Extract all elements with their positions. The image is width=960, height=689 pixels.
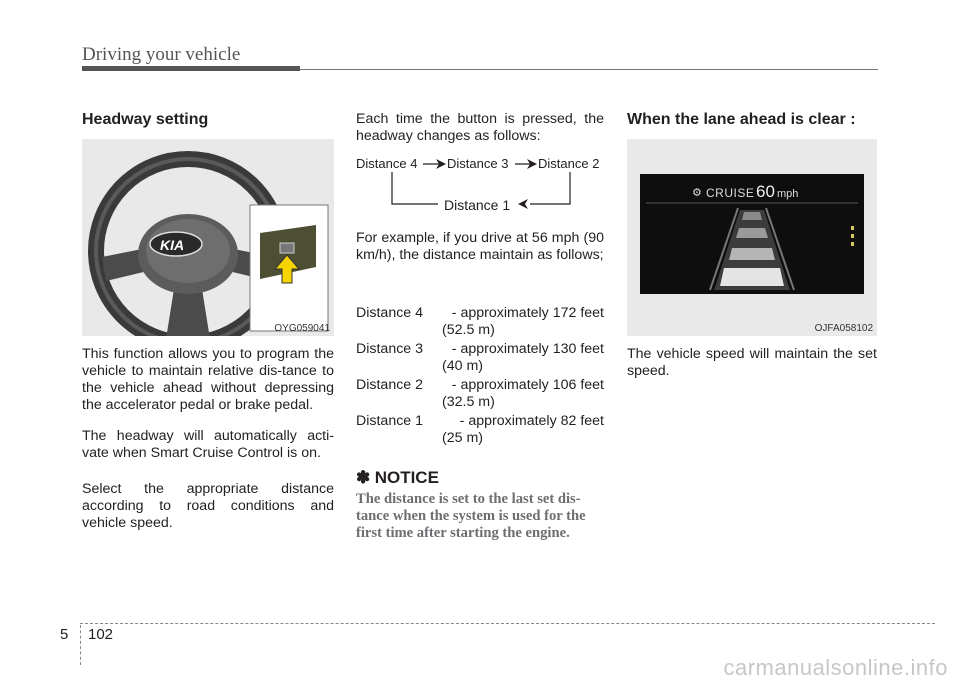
notice-title: NOTICE	[374, 468, 439, 487]
page-number: 102	[88, 626, 114, 643]
intro-paragraph: Each time the button is pressed, the headway changes as follows:	[356, 111, 604, 144]
lane-clear-heading: When the lane ahead is clear :	[627, 111, 856, 128]
footer-divider	[80, 625, 81, 665]
set-speed-value: 60	[756, 182, 775, 201]
watermark: carmanualsonline.info	[723, 655, 948, 680]
diagram-distance-2: Distance 2	[538, 156, 600, 171]
diagram-distance-4: Distance 4	[356, 156, 418, 171]
paragraph: Select the appropriate distance according to road conditions and vehicle speed.	[82, 481, 334, 531]
distance-row	[356, 341, 604, 375]
headway-setting-heading: Headway setting	[82, 111, 209, 128]
distance-metric: (32.5 m)	[442, 394, 495, 410]
paragraph: The vehicle speed will maintain the set speed.	[627, 346, 877, 379]
cruise-label: CRUISE	[706, 186, 755, 200]
distance-value: - approximately 82 feet	[459, 413, 604, 429]
cluster-screen	[640, 174, 864, 294]
figure-code: OJFA058102	[814, 323, 873, 334]
paragraph: The headway will automatically acti-vate when Smart Cruise Control is on.	[82, 428, 334, 461]
speed-unit: mph	[777, 188, 799, 200]
chapter-number: 5	[60, 626, 69, 643]
distance-row	[356, 413, 604, 447]
header-rule-thick	[82, 66, 300, 71]
notice-heading	[356, 468, 439, 488]
running-header: Driving your vehicle	[82, 44, 241, 65]
distance-row	[356, 305, 604, 339]
notice-asterisk-icon: ✽	[356, 468, 371, 487]
diagram-distance-1: Distance 1	[444, 197, 511, 213]
distance-row	[356, 377, 604, 411]
distance-name: Distance 4	[356, 305, 424, 321]
distance-value: - approximately 172 feet	[451, 305, 604, 321]
distance-name: Distance 1	[356, 413, 424, 429]
steering-wheel-figure	[82, 139, 334, 336]
footer-rule	[80, 623, 935, 624]
kia-logo-text: KIA	[160, 237, 185, 253]
distance-name: Distance 2	[356, 377, 424, 393]
paragraph: This function allows you to program the vehicle to maintain relative dis-tance to the vehicle ahead without depressing the accelerator pedal or brake pedal.	[82, 346, 334, 413]
cluster-display-figure	[627, 139, 877, 336]
distance-metric: (52.5 m)	[442, 322, 495, 338]
header-rule-thin	[300, 69, 878, 70]
diagram-distance-3: Distance 3	[447, 156, 509, 171]
distance-metric: (40 m)	[442, 358, 483, 374]
distance-name: Distance 3	[356, 341, 424, 357]
notice-text: The distance is set to the last set dis-tance when the system is used for the first time after starting the engine.	[356, 491, 586, 541]
distance-cycle-diagram	[356, 152, 608, 216]
cruise-icon: ⚙	[692, 187, 702, 199]
figure-code: OYG059041	[274, 323, 330, 334]
distance-value: - approximately 106 feet	[451, 377, 604, 393]
distance-metric: (25 m)	[442, 430, 483, 446]
distance-value: - approximately 130 feet	[451, 341, 604, 357]
example-paragraph: For example, if you drive at 56 mph (90 km/h), the distance maintain as follows;	[356, 230, 604, 263]
steering-wheel-illustration	[82, 139, 334, 336]
